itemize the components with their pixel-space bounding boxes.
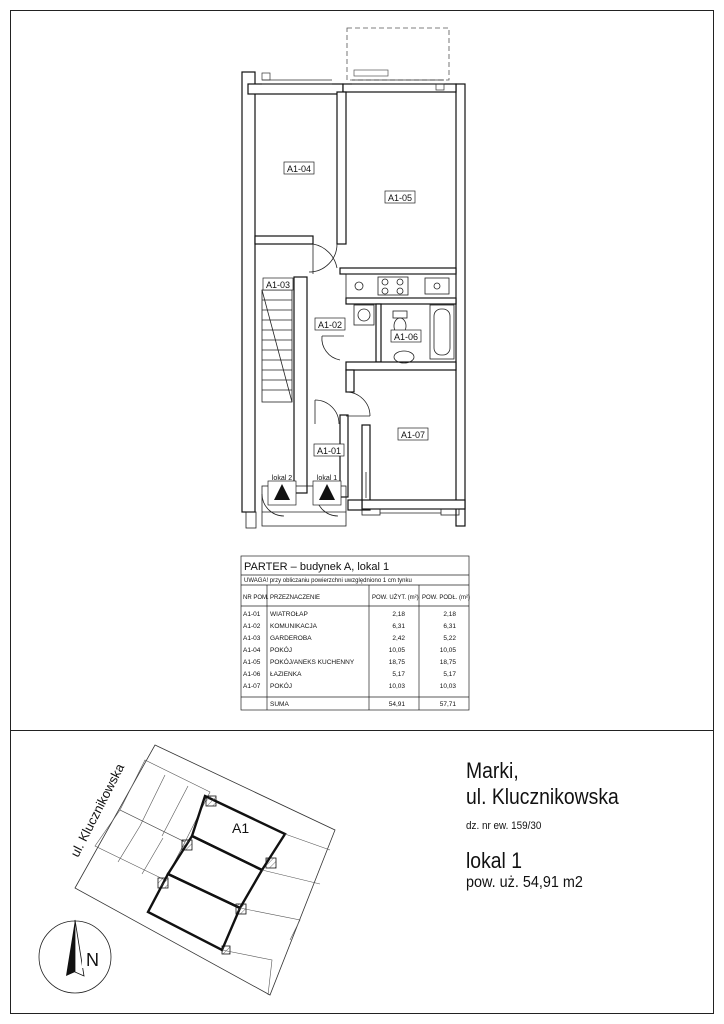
building-block	[148, 796, 285, 950]
unit-title: lokal 1	[466, 848, 522, 873]
row-nr: A1-05	[243, 659, 261, 666]
room-label-a1-07: A1-07	[400, 430, 426, 440]
row-floor: 6,31	[443, 623, 456, 630]
staircase	[262, 290, 292, 402]
row-nr: A1-01	[243, 611, 261, 618]
floor-plan	[242, 28, 465, 528]
room-label-a1-02: A1-02	[317, 320, 343, 330]
row-purpose: GARDEROBA	[270, 635, 312, 642]
row-nr: A1-07	[243, 683, 261, 690]
sum-usable: 54,91	[388, 701, 405, 708]
row-purpose: POKÓJ	[270, 683, 293, 690]
row-floor: 5,22	[443, 635, 456, 642]
table-title: PARTER – budynek A, lokal 1	[244, 561, 390, 573]
row-usable: 2,18	[392, 611, 405, 618]
row-nr: A1-03	[243, 635, 261, 642]
header-usable: POW. UŻYT. (m²)	[372, 595, 419, 601]
terrace-outline	[347, 28, 449, 80]
table-row	[243, 611, 456, 618]
sum-label: SUMA	[270, 701, 289, 708]
row-floor: 18,75	[439, 659, 456, 666]
row-purpose: KOMUNIKACJA	[270, 623, 317, 630]
site-plan	[39, 745, 335, 995]
table-row	[243, 635, 456, 642]
table-row	[243, 671, 456, 678]
washing-machine	[354, 305, 374, 325]
kitchen-counter	[346, 274, 456, 298]
table-sum-row	[270, 701, 456, 708]
header-floor: POW. PODŁ. (m²)	[422, 595, 470, 601]
row-floor: 10,05	[439, 647, 456, 654]
room-label-a1-04: A1-04	[286, 164, 312, 174]
row-nr: A1-04	[243, 647, 261, 654]
table-row	[243, 681, 456, 690]
street-label: ul. Klucznikowska	[67, 761, 128, 860]
sum-floor: 57,71	[439, 701, 456, 708]
row-purpose: WIATROŁAP	[270, 611, 308, 618]
interior-walls	[255, 92, 465, 510]
usable-area: pow. uż. 54,91 m2	[466, 874, 583, 891]
table-row	[243, 623, 456, 630]
room-label-a1-01: A1-01	[316, 446, 342, 456]
street: ul. Klucznikowska	[466, 784, 619, 809]
row-nr: A1-06	[243, 671, 261, 678]
row-usable: 5,17	[392, 671, 405, 678]
city: Marki,	[466, 758, 519, 783]
row-floor: 2,18	[443, 611, 456, 618]
header-purpose: PRZEZNACZENIE	[270, 595, 321, 601]
north-label: N	[86, 950, 99, 970]
row-usable: 6,31	[392, 623, 405, 630]
room-label-a1-06: A1-06	[393, 332, 419, 342]
entrance-label-lokal-2: lokal 2	[271, 475, 293, 482]
room-label-a1-03: A1-03	[265, 280, 291, 290]
row-purpose: ŁAZIENKA	[270, 671, 302, 678]
row-usable: 18,75	[388, 659, 405, 666]
row-purpose: POKÓJ	[270, 647, 293, 654]
row-floor: 5,17	[443, 671, 456, 678]
unit-label-a1: A1	[232, 820, 250, 836]
area-table-text	[243, 561, 470, 708]
table-note: UWAGA! przy obliczaniu powierzchni uwzględniono 1 cm tynku	[244, 578, 412, 584]
header-nr: NR POM.	[243, 595, 269, 601]
north-arrow-icon	[39, 920, 111, 993]
table-row	[243, 645, 456, 654]
row-usable: 10,03	[388, 683, 405, 690]
row-purpose: POKÓJ/ANEKS KUCHENNY	[270, 659, 355, 666]
row-usable: 2,42	[392, 635, 405, 642]
plot-number: dz. nr ew. 159/30	[466, 820, 542, 832]
row-usable: 10,05	[388, 647, 405, 654]
table-row	[243, 657, 456, 666]
row-floor: 10,03	[439, 683, 456, 690]
room-label-a1-05: A1-05	[387, 193, 413, 203]
project-info	[466, 758, 706, 892]
entrance-label-lokal-1: lokal 1	[316, 475, 338, 482]
row-nr: A1-02	[243, 623, 261, 630]
